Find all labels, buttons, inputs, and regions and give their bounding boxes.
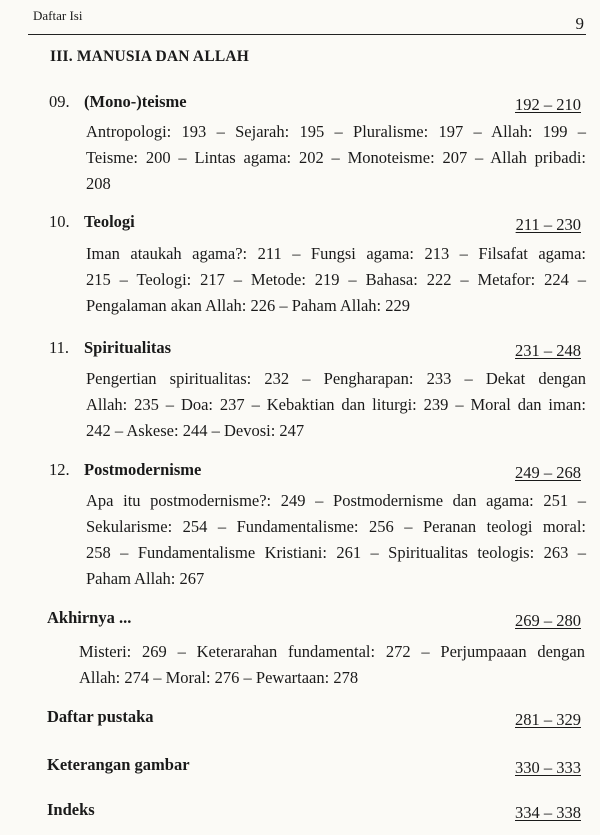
toc-entry-akhirnya[interactable] — [0, 608, 600, 687]
subtopic-line: Apa itu postmodernisme?: 249 – Postmodernisme dan agama: 251 – — [86, 491, 586, 510]
subtopic-line: Teisme: 200 – Lintas agama: 202 – Monoteisme: 207 – Allah pribadi: — [86, 148, 586, 167]
page-range[interactable]: 192 – 210 — [515, 95, 581, 114]
page-range[interactable]: 281 – 329 — [515, 710, 581, 729]
toc-entry-chapter-09[interactable] — [0, 92, 600, 193]
toc-entry-chapter-12[interactable] — [0, 460, 600, 588]
toc-entry-indeks[interactable] — [0, 800, 600, 824]
chapter-number: 11. — [49, 338, 70, 357]
running-title: Daftar Isi — [33, 8, 83, 23]
chapter-title[interactable]: Spiritualitas — [84, 338, 172, 357]
part-title: III. MANUSIA DAN ALLAH — [50, 48, 250, 65]
page-range[interactable]: 231 – 248 — [515, 341, 581, 360]
subtopic-line: 215 – Teologi: 217 – Metode: 219 – Bahasa: 222 – Metafor: 224 – — [86, 270, 586, 289]
subtopic-line: Allah: 235 – Doa: 237 – Kebaktian dan liturgi: 239 – Moral dan iman: — [86, 395, 586, 414]
subtopic-line: Allah: 274 – Moral: 276 – Pewartaan: 278 — [79, 668, 359, 687]
subtopics — [79, 639, 585, 691]
page-range[interactable]: 249 – 268 — [515, 463, 581, 482]
subtopics — [86, 119, 586, 197]
chapter-number: 12. — [49, 460, 70, 479]
subtopics — [86, 488, 586, 592]
subtopic-line: Iman ataukah agama?: 211 – Fungsi agama: 213 – Filsafat agama: — [86, 244, 586, 263]
subtopic-line: Pengalaman akan Allah: 226 – Paham Allah: 229 — [86, 296, 410, 315]
subtopics — [86, 366, 586, 444]
page-range[interactable]: 211 – 230 — [515, 215, 581, 234]
toc-entry-chapter-10[interactable] — [0, 212, 600, 315]
toc-entry-chapter-11[interactable] — [0, 338, 600, 440]
subtopic-line: 242 – Askese: 244 – Devosi: 247 — [86, 421, 305, 440]
chapter-number: 10. — [49, 212, 70, 231]
header-rule — [28, 34, 586, 35]
subtopic-line: 208 — [86, 174, 111, 193]
section-title[interactable]: Indeks — [47, 800, 95, 819]
section-title[interactable]: Daftar pustaka — [47, 707, 154, 726]
subtopic-line: 258 – Fundamentalisme Kristiani: 261 – Spiritualitas teologis: 263 – — [86, 543, 586, 562]
page-number: 9 — [575, 14, 584, 33]
subtopic-line: Paham Allah: 267 — [86, 569, 205, 588]
page-range[interactable]: 334 – 338 — [515, 803, 581, 822]
toc-entry-keterangan-gambar[interactable] — [0, 755, 600, 779]
chapter-title[interactable]: Teologi — [84, 212, 135, 231]
page-range[interactable]: 269 – 280 — [515, 611, 581, 630]
page-range[interactable]: 330 – 333 — [515, 758, 581, 777]
toc-entry-daftar-pustaka[interactable] — [0, 707, 600, 731]
section-title[interactable]: Akhirnya ... — [47, 608, 132, 627]
subtopics — [86, 241, 586, 319]
subtopic-line: Pengertian spiritualitas: 232 – Pengharapan: 233 – Dekat dengan — [86, 369, 586, 388]
subtopic-line: Antropologi: 193 – Sejarah: 195 – Pluralisme: 197 – Allah: 199 – — [86, 122, 586, 141]
chapter-title[interactable]: Postmodernisme — [84, 460, 202, 479]
chapter-number: 09. — [49, 92, 70, 111]
section-title[interactable]: Keterangan gambar — [47, 755, 190, 774]
subtopic-line: Misteri: 269 – Keterarahan fundamental: 272 – Perjumpaaan dengan — [79, 642, 585, 661]
subtopic-line: Sekularisme: 254 – Fundamentalisme: 256 – Peranan teologi moral: — [86, 517, 586, 536]
chapter-title[interactable]: (Mono-)teisme — [84, 92, 187, 111]
